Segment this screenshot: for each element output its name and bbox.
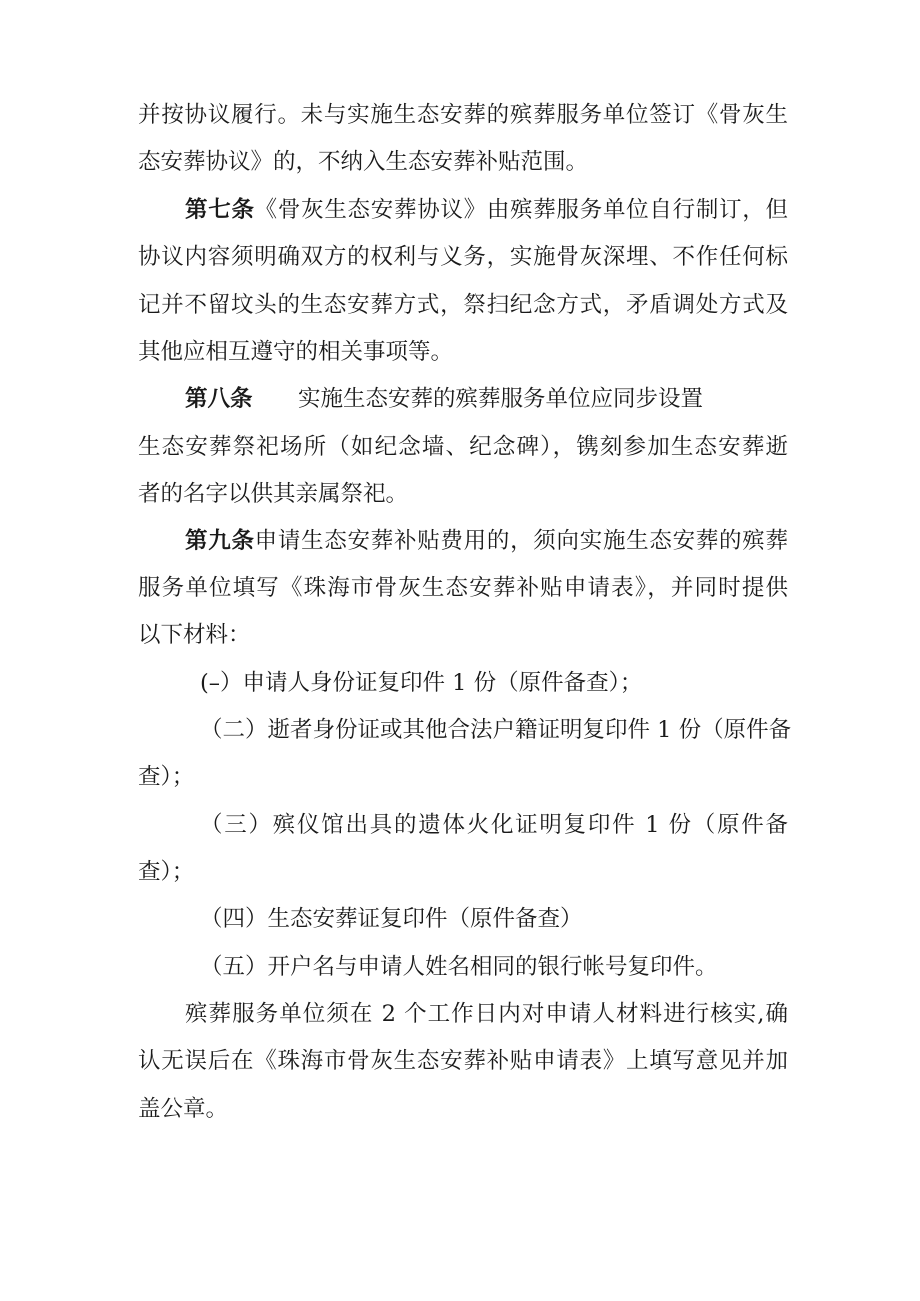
list-item: （五）开户名与申请人姓名相同的银行帐号复印件。 [200, 954, 718, 980]
paragraph-line: 其他应相互遵守的相关事项等。 [138, 339, 454, 365]
list-item: （四）生态安葬证复印件（原件备查） [200, 906, 583, 932]
article-7-line [185, 187, 788, 235]
paragraph-line: 记并不留坟头的生态安葬方式，祭扫纪念方式，矛盾调处方式及 [138, 292, 788, 318]
list-item-continuation: 查）； [138, 764, 195, 790]
article-text: 申请生态安葬补贴费用的，须向实施生态安葬的殡葬 [254, 528, 788, 554]
paragraph-line: 认无误后在《珠海市骨灰生态安葬补贴申请表》上填写意见并加 [138, 1048, 788, 1074]
paragraph-line: 服务单位填写《珠海市骨灰生态安葬补贴申请表》，并同时提供 [138, 575, 788, 601]
article-heading: 第九条 [185, 528, 255, 554]
article-heading: 第七条 [185, 197, 255, 223]
list-item: (–）申请人身份证复印件 1 份（原件备查）； [200, 670, 643, 696]
paragraph-line: 殡葬服务单位须在 2 个工作日内对申请人材料进行核实,确 [185, 1001, 788, 1027]
paragraph-line: 以下材料： [138, 622, 251, 648]
article-heading: 第八条 [185, 386, 253, 412]
paragraph-line: 态安葬协议》的，不纳入生态安葬补贴范围。 [138, 149, 589, 175]
paragraph-line: 协议内容须明确双方的权利与义务，实施骨灰深埋、不作任何标 [138, 244, 788, 270]
paragraph-line: 生态安葬祭祀场所（如纪念墙、纪念碑），镌刻参加生态安葬逝 [138, 434, 788, 460]
list-item: （三）殡仪馆出具的遗体火化证明复印件 1 份（原件备 [200, 812, 788, 838]
article-9-line [185, 518, 788, 566]
paragraph-line: 盖公章。 [138, 1096, 229, 1122]
paragraph-line: 并按协议履行。未与实施生态安葬的殡葬服务单位签订《骨灰生 [138, 102, 788, 128]
article-text: 实施生态安葬的殡葬服务单位应同步设置 [298, 386, 704, 412]
article-text: 《骨灰生态安葬协议》由殡葬服务单位自行制订，但 [254, 197, 788, 223]
list-item-continuation: 查）； [138, 859, 195, 885]
paragraph-line: 者的名字以供其亲属祭祀。 [138, 481, 409, 507]
list-item: （二）逝者身份证或其他合法户籍证明复印件 1 份（原件备 [200, 717, 792, 743]
